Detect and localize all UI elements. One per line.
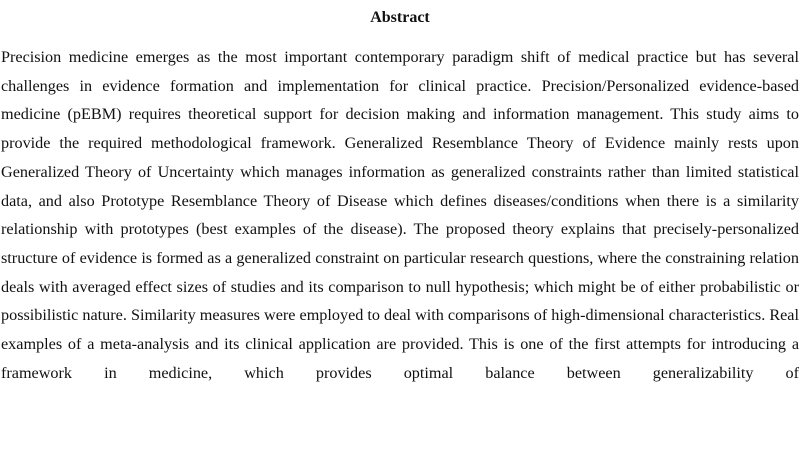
abstract-paragraph: Precision medicine emerges as the most important contemporary paradigm shift of medical practice but has several challenges in evidence formation and implementation for clinical practice. Precision/Personalized evidence-based medicine (pEBM) requires theoretical support for decision making and information management. This study aims to provide the required methodological framework. Generalized Resemblance Theory of Evidence mainly rests upon Generalized Theory of Uncertainty which manages information as generalized constraints rather than limited statistical data, and also Prototype Resemblance Theory of Disease which defines diseases/conditions when there is a similarity relationship with prototypes (best examples of the disease). The proposed theory explains that precisely-personalized structure of evidence is formed as a generalized constraint on particular research questions, where the constraining relation deals with averaged effect sizes of studies and its comparison to null hypothesis; which might be of either probabilistic or possibilistic nature. Similarity measures were employed to deal with comparisons of high-dimensional characteristics. Real examples of a meta-analysis and its clinical application are provided. This is one of the first attempts for introducing a framework in medicine, which provides optimal balance between generalizability of <box>1 48 799 382</box>
abstract-heading: Abstract <box>370 9 430 26</box>
